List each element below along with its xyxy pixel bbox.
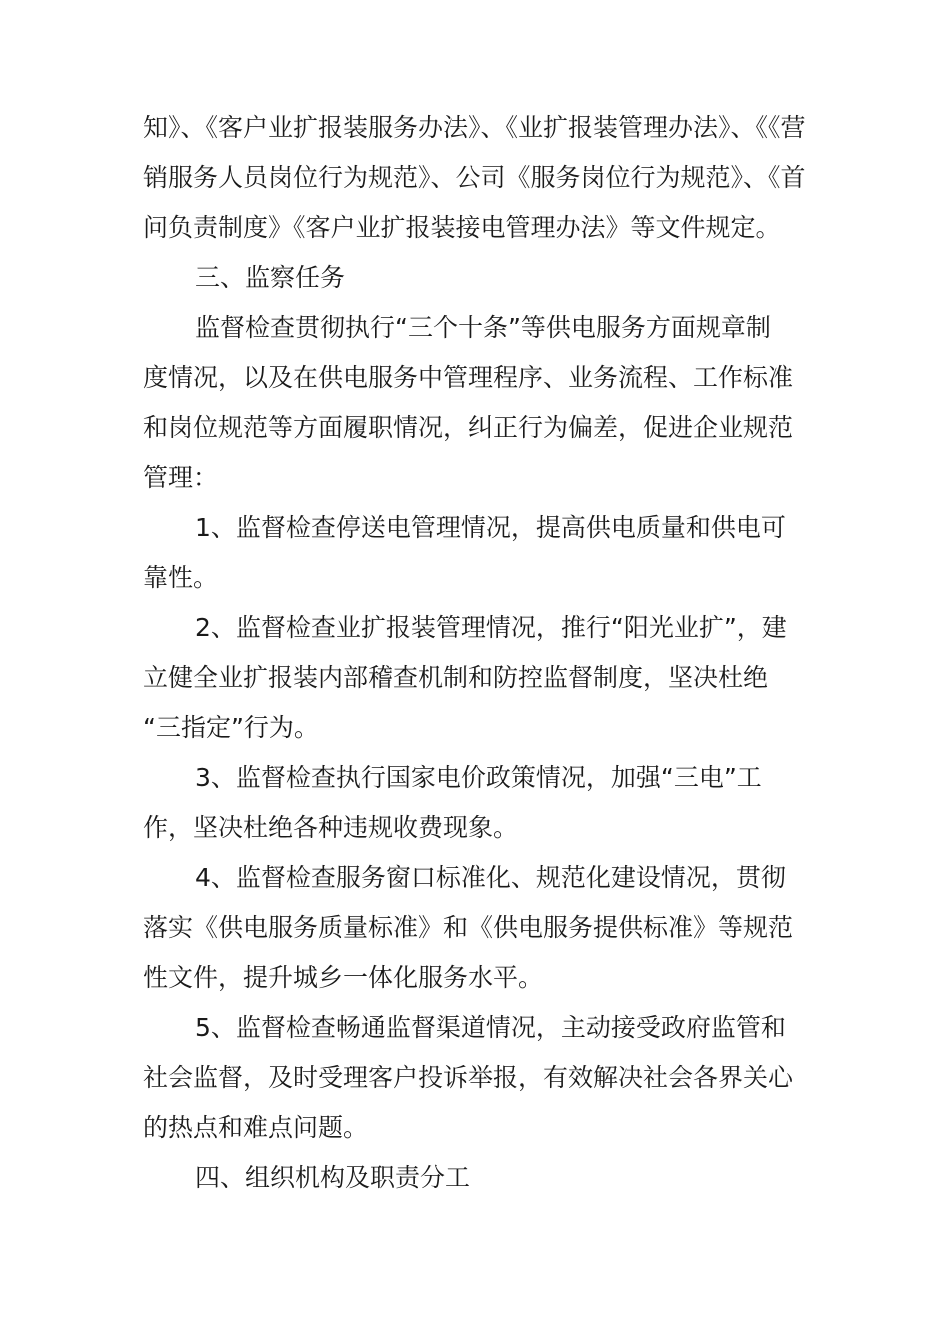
text-line: 性文件，提升城乡一体化服务水平。 <box>143 963 544 992</box>
section-heading: 四、组织机构及职责分工 <box>195 1163 471 1192</box>
list-item-first-line: 1、监督检查停送电管理情况，提高供电质量和供电可 <box>195 513 786 542</box>
text-line: 作，坚决杜绝各种违规收费现象。 <box>143 813 519 842</box>
list-item-first-line: 5、监督检查畅通监督渠道情况，主动接受政府监管和 <box>195 1013 786 1042</box>
section-heading: 三、监察任务 <box>195 263 346 292</box>
paragraph-first-line: 监督检查贯彻执行“三个十条”等供电服务方面规章制 <box>195 313 771 342</box>
text-line: 落实《供电服务质量标准》和《供电服务提供标准》等规范 <box>143 913 794 942</box>
text-line: 的热点和难点问题。 <box>143 1113 369 1142</box>
text-line: 销服务人员岗位行为规范》、公司《服务岗位行为规范》、《首 <box>143 163 806 192</box>
text-line: 问负责制度》《客户业扩报装接电管理办法》等文件规定。 <box>143 213 781 242</box>
text-line: 立健全业扩报装内部稽查机制和防控监督制度，坚决杜绝 <box>143 663 769 692</box>
text-line: 和岗位规范等方面履职情况，纠正行为偏差，促进企业规范 <box>143 413 794 442</box>
text-line: 管理： <box>143 463 219 492</box>
text-line: 知》、《客户业扩报装服务办法》、《业扩报装管理办法》、《《营 <box>143 113 806 142</box>
text-line: 靠性。 <box>143 563 219 592</box>
text-line: “三指定”行为。 <box>143 713 319 742</box>
text-line: 社会监督，及时受理客户投诉举报，有效解决社会各界关心 <box>143 1063 794 1092</box>
document-body <box>143 103 823 1203</box>
list-item-first-line: 3、监督检查执行国家电价政策情况，加强“三电”工 <box>195 763 762 792</box>
list-item-first-line: 4、监督检查服务窗口标准化、规范化建设情况，贯彻 <box>195 863 786 892</box>
text-line: 度情况，以及在供电服务中管理程序、业务流程、工作标准 <box>143 363 794 392</box>
list-item-first-line: 2、监督检查业扩报装管理情况，推行“阳光业扩”，建 <box>195 613 787 642</box>
